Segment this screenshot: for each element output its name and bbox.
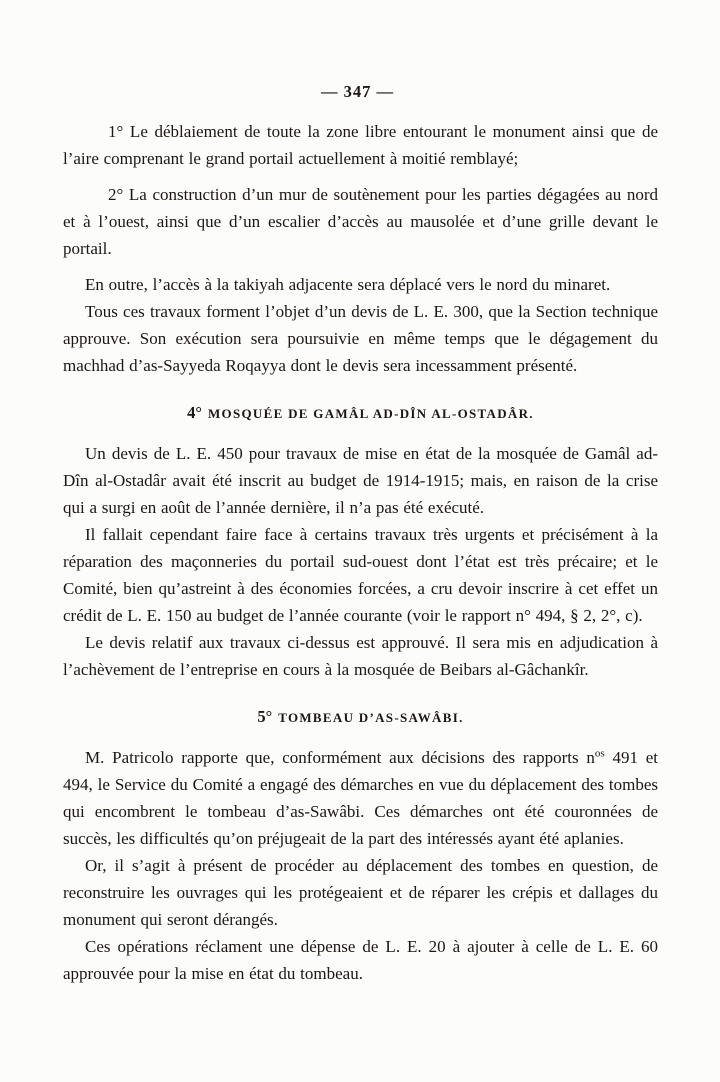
page-number: — 347 — (321, 82, 394, 101)
paragraph-devis-450: Un devis de L. E. 450 pour travaux de mise en état de la mosquée de Gamâl ad-Dîn al-Ostadâr avait été inscrit au budget de 1914-1915; mais, en raison de la crise qui a surgi en août de l’année dernière, il n’a pas été exécuté. (63, 444, 658, 517)
paragraph-patricolo-text-before: M. Patricolo rapporte que, conformément aux décisions des rapports n (85, 748, 595, 767)
section-4-title: MOSQUÉE DE GAMÂL AD-DÎN AL-OSTADÂR. (207, 406, 534, 421)
paragraph-patricolo-rapport (63, 744, 658, 852)
paragraph-devis-300: Tous ces travaux forment l’objet d’un devis de L. E. 300, que la Section technique approuve. Son exécution sera poursuivie en même temps que le dégagement du machhad d’as-Sayyeda Roqayya dont le devis sera incessamment présenté. (63, 302, 658, 375)
paragraph-acces-takiyah: En outre, l’accès à la takiyah adjacente sera déplacé vers le nord du minaret. (85, 275, 611, 294)
paragraph-patricolo-text-after: 491 et 494, le Service du Comité a engagé des démarches en vue du déplacement des tombes qui encombrent le tombeau d’as-Sawâbi. Ces démarches ont été couronnées de succès, les difficultés qu’on préjugeait de la part des intéressés ayant été aplanies. (63, 748, 658, 848)
paragraph-il-fallait-reparation: Il fallait cependant faire face à certains travaux très urgents et précisément à la réparation des maçonneries du portail sud-ouest dont l’état est très précaire; et le Comité, bien qu’astreint à des économies forcées, a cru devoir inscrire à cet effet un crédit de L. E. 150 au budget de l’année courante (voir le rapport n° 494, § 2, 2°, c). (63, 525, 658, 625)
paragraph-devis-approuve: Le devis relatif aux travaux ci-dessus est approuvé. Il sera mis en adjudication à l’achèvement de l’entreprise en cours à la mosquée de Beibars al-Gâchankîr. (63, 633, 658, 679)
section-5-title: TOMBEAU D’AS-SAWÂBI. (278, 710, 464, 725)
section-heading-4-mosquee (63, 398, 658, 425)
paragraph-item-1-deblaiement: 1° Le déblaiement de toute la zone libre entourant le monument ainsi que de l’aire comprenant le grand portail actuellement à moitié remblayé; (63, 122, 658, 168)
paragraph-deplacement-tombes: Or, il s’agit à présent de procéder au déplacement des tombes en question, de reconstruire les ouvrages qui les protégeaient et de réparer les crépis et dallages du monument qui seront dérangés. (63, 856, 658, 929)
paragraph-depense-20: Ces opérations réclament une dépense de L. E. 20 à ajouter à celle de L. E. 60 approuvée pour la mise en état du tombeau. (63, 937, 658, 983)
paragraph-item-2-construction-mur: 2° La construction d’un mur de soutènement pour les parties dégagées au nord et à l’ouest, ainsi que d’un escalier d’accès au mausolée et d’une grille devant le portail. (63, 185, 658, 258)
section-heading-5-tombeau (63, 702, 658, 729)
section-5-number: 5° (257, 707, 273, 726)
superscript-os: os (594, 747, 605, 760)
section-4-number: 4° (187, 403, 202, 422)
